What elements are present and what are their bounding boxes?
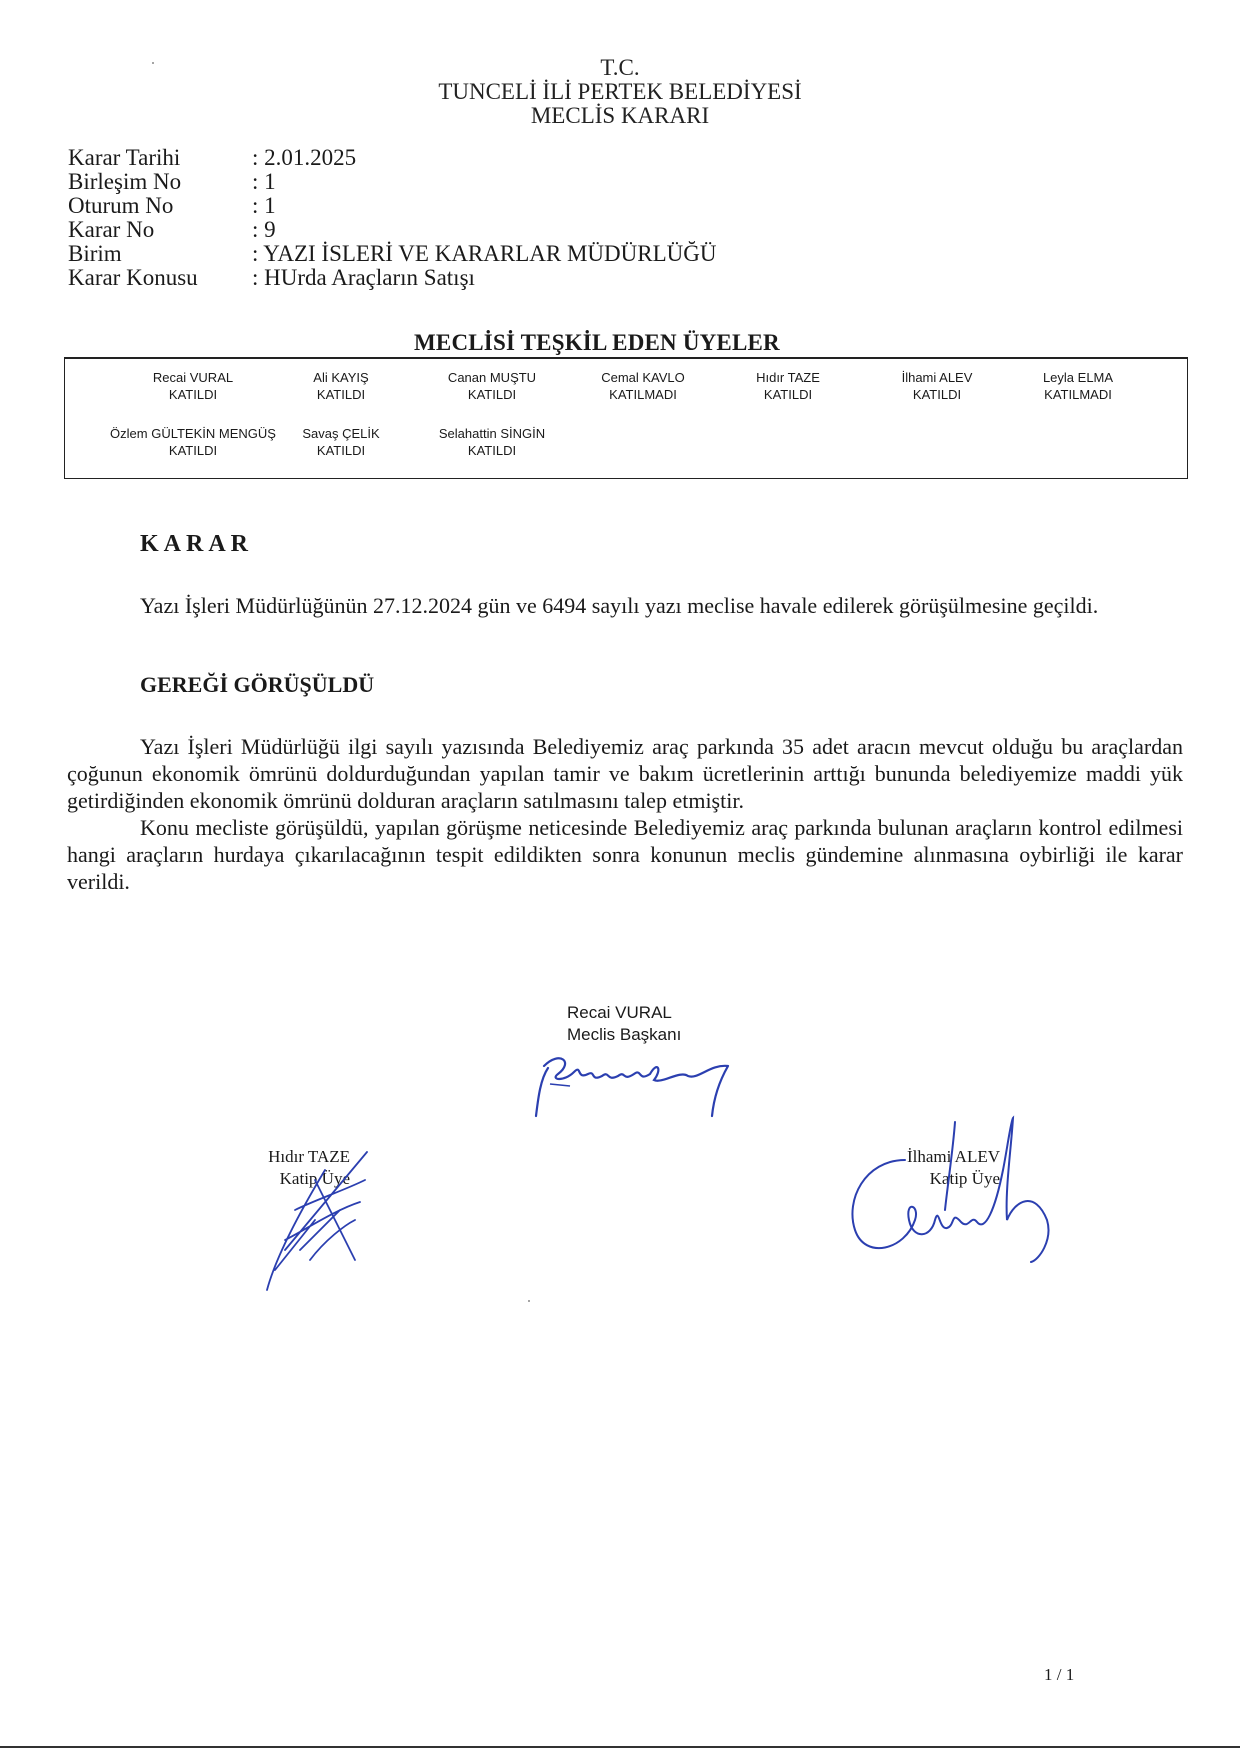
header-tc: T.C. <box>600 55 640 80</box>
right-signature <box>835 1110 1065 1270</box>
president-title: Meclis Başkanı <box>567 1025 682 1044</box>
left-signer-name: Hıdır TAZE <box>268 1147 350 1166</box>
member-entry <box>153 369 233 403</box>
meta-label: Birleşim No <box>68 169 182 194</box>
member-status: KATILDI <box>168 443 218 458</box>
decision-meta <box>68 146 716 290</box>
section-heading: GEREĞİ GÖRÜŞÜLDÜ <box>140 672 375 697</box>
president-name: Recai VURAL <box>567 1003 672 1022</box>
member-status: KATILDI <box>912 387 962 402</box>
body-paragraph-2 <box>67 814 1183 895</box>
body-paragraph-1 <box>67 733 1183 814</box>
meta-row-unit <box>68 242 716 266</box>
member-entry <box>1043 369 1113 403</box>
meta-value: : 1 <box>252 169 276 194</box>
member-name: Ali KAYIŞ <box>313 370 369 385</box>
body-text-1: Yazı İşleri Müdürlüğü ilgi sayılı yazısında Belediyemiz araç parkında 35 adet aracın mevcut olduğu bu araçlardan çoğunun ekonomik ömrünü doldurduğundan yapılan tamir ve bakım ücretlerinin arttığı bununda belediyemize maddi yük getirdiğinden ekonomik ömrünü dolduran araçların satılmasını talep etmiştir. <box>67 734 1183 813</box>
scan-speck <box>152 62 154 64</box>
left-signature <box>255 1140 385 1300</box>
right-signer-name: İlhami ALEV <box>906 1147 1000 1166</box>
meta-value: : YAZI İSLERİ VE KARARLAR MÜDÜRLÜĞÜ <box>252 241 717 266</box>
president-signature <box>530 1040 780 1120</box>
header-doc-type: MECLİS KARARI <box>530 103 710 128</box>
member-name: Savaş ÇELİK <box>302 426 380 441</box>
document-header <box>380 56 860 128</box>
intro-paragraph <box>67 592 1183 619</box>
meta-value: : 9 <box>252 217 276 242</box>
intro-text: Yazı İşleri Müdürlüğünün 27.12.2024 gün ve 6494 sayılı yazı meclise havale edilerek görüşülmesine geçildi. <box>140 593 1099 618</box>
meta-label: Karar No <box>68 217 155 242</box>
member-name: Selahattin SİNGİN <box>438 426 546 441</box>
member-status: KATILDI <box>467 443 517 458</box>
member-status: KATILDI <box>467 387 517 402</box>
meta-label: Karar Konusu <box>68 265 198 290</box>
member-status: KATILMADI <box>1044 387 1112 402</box>
member-name: Recai VURAL <box>152 370 234 385</box>
member-entry <box>902 369 973 403</box>
member-status: KATILDI <box>316 387 366 402</box>
member-name: Leyla ELMA <box>1042 370 1114 385</box>
header-municipality: TUNCELİ İLİ PERTEK BELEDİYESİ <box>438 79 802 104</box>
member-name: Özlem GÜLTEKİN MENGÜŞ <box>110 426 276 441</box>
right-signer-title: Katip Üye <box>929 1169 1000 1188</box>
scan-edge-line <box>0 1746 1240 1748</box>
member-entry <box>110 425 276 459</box>
decision-heading: KARAR <box>140 531 253 557</box>
member-name: Cemal KAVLO <box>601 370 685 385</box>
meta-value: : 2.01.2025 <box>252 145 357 170</box>
member-name: Hıdır TAZE <box>756 370 820 385</box>
meta-row-session <box>68 170 716 194</box>
scan-speck <box>528 1300 530 1302</box>
member-status: KATILDI <box>763 387 813 402</box>
member-entry <box>448 369 536 403</box>
member-status: KATILDI <box>316 443 366 458</box>
body-text-2: Konu mecliste görüşüldü, yapılan görüşme neticesinde Belediyemiz araç parkında bulunan araçların kontrol edilmesi hangi araçların hurdaya çıkarılacağının tespit edildikten sonra konunun meclis gündemine alınmasına oybirliği ile karar verildi. <box>67 815 1183 894</box>
members-title: MECLİSİ TEŞKİL EDEN ÜYELER <box>414 330 780 355</box>
meta-row-subject <box>68 266 716 290</box>
member-entry <box>302 425 379 459</box>
page-number: 1 / 1 <box>1044 1665 1075 1684</box>
meta-value: : HUrda Araçların Satışı <box>252 265 475 290</box>
member-name: İlhami ALEV <box>901 370 973 385</box>
meta-value: : 1 <box>252 193 276 218</box>
member-status: KATILMADI <box>609 387 677 402</box>
member-status: KATILDI <box>168 387 218 402</box>
meta-label: Oturum No <box>68 193 174 218</box>
member-entry <box>756 369 820 403</box>
members-table <box>64 357 1188 479</box>
meta-label: Birim <box>68 241 122 266</box>
meta-row-date <box>68 146 716 170</box>
member-entry <box>439 425 545 459</box>
member-name: Canan MUŞTU <box>447 370 537 385</box>
meta-label: Karar Tarihi <box>68 145 181 170</box>
meta-row-sitting <box>68 194 716 218</box>
meta-row-decision-no <box>68 218 716 242</box>
left-signer-title: Katip Üye <box>279 1169 350 1188</box>
member-entry <box>601 369 685 403</box>
member-entry <box>313 369 368 403</box>
